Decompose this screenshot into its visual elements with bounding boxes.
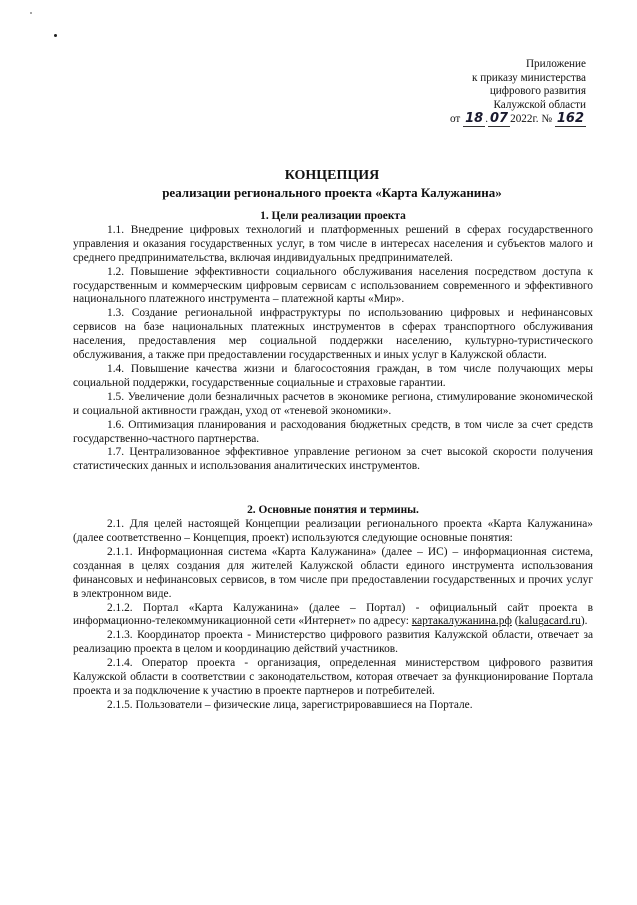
document-body	[73, 210, 593, 713]
portal-link-rf[interactable]: картакалужанина.рф	[411, 615, 512, 628]
document-title: КОНЦЕПЦИЯ	[284, 168, 380, 183]
paragraph: 1.4. Повышение качества жизни и благосостояния граждан, в том числе получающих меры социальной поддержки, государственные социальные и страховые гарантии.	[73, 362, 593, 389]
section-heading: 2. Основные понятия и термины.	[247, 504, 419, 517]
handwritten-day: 18	[465, 111, 484, 127]
appendix-line: Приложение	[525, 58, 586, 70]
paragraph: 2.1.3. Координатор проекта - Министерство цифрового развития Калужской области, отвечает за реализацию проекта в целом и координацию действий участников.	[73, 629, 593, 656]
paragraph-text: 2.1.2. Портал «Карта Калужанина» (далее – Портал) - официальный сайт проекта в информационно-телекоммуникационной сети «Интернет» по адресу:	[73, 601, 593, 628]
paragraph: 2.1.4. Оператор проекта - организация, определенная министерством цифрового развития Калужской области в соответствии с законодательством, которая отвечает за функционирование Портала проекта и за подключение к участию в проекте партнеров и потребителей.	[73, 657, 593, 697]
paragraph: 1.6. Оптимизация планирования и расходования бюджетных средств, в том числе за счет средств государственно-частного партнерства.	[73, 418, 593, 445]
appendix-line: цифрового развития	[489, 85, 586, 98]
paragraph-portal: 2.1.2. Портал «Карта Калужанина» (далее – Портал) - официальный сайт проекта в информационно-телекоммуникационной сети «Интернет» по адресу: картакалужанина.рф (kalugacard.ru).	[73, 601, 593, 628]
paragraph: 1.2. Повышение эффективности социального обслуживания населения посредством доступа к государственным и коммерческим цифровым сервисам с использованием современного и эффективного национального платежного инструмента – платежной карты «Мир».	[73, 265, 593, 306]
order-date-line: от 18 . 07 2022г. № 162	[449, 111, 584, 127]
year-number-label: 2022г. №	[510, 113, 553, 126]
paragraph: 2.1. Для целей настоящей Концепции реализации регионального проекта «Карта Калужанина» (далее соответственно – Концепция, проект) используются следующие основные понятия:	[73, 518, 593, 545]
paragraph: 1.5. Увеличение доли безналичных расчетов в экономике региона, стимулирование экономической и социальной активности граждан, уход от «теневой экономики».	[73, 390, 593, 417]
document-subtitle: реализации регионального проекта «Карта Калужанина»	[162, 185, 502, 200]
appendix-block	[366, 58, 586, 127]
scan-speck	[30, 12, 32, 14]
paragraph: 2.1.5. Пользователи – физические лица, зарегистрировавшиеся на Портале.	[107, 698, 473, 711]
handwritten-month: 07	[490, 111, 509, 127]
portal-link-ru[interactable]: kalugacard.ru	[518, 615, 581, 628]
paragraph: 2.1.1. Информационная система «Карта Калужанина» (далее – ИС) – информационная система, созданная в целях создания для жителей Калужской области единого инструмента использования финансовых и нефинансовых сервисов, в том числе при предоставлении государственных и прочих услуг в электронном виде.	[73, 545, 593, 600]
paragraph: 1.1. Внедрение цифровых технологий и платформенных решений в сферах государственного управления и оказания государственных услуг, в том числе в интересах населения и субъектов малого и среднего предпринимательства, включая индивидуальных предпринимателей.	[73, 223, 593, 264]
section-spacer	[73, 474, 593, 504]
date-prefix: от	[449, 113, 461, 126]
scan-speck	[54, 34, 57, 37]
section-heading: 1. Цели реализации проекта	[260, 210, 406, 222]
appendix-line: Калужской области	[493, 98, 586, 111]
paragraph: 1.7. Централизованное эффективное управление регионом за счет высокой скорости получения статистических данных и использования аналитических инструментов.	[73, 446, 593, 473]
handwritten-order-number: 162	[556, 111, 584, 127]
appendix-line: к приказу министерства	[471, 71, 586, 84]
paragraph: 1.3. Создание региональной инфраструктуры по использованию цифровых и нефинансовых сервисов на базе национальных платежных инструментов в сферах транспортного обслуживания населения, предоставления мер социальной поддержки населению, культурно-туристического обслуживания, а также при предоставлении государственных и иных услуг в Калужской области.	[73, 307, 593, 362]
